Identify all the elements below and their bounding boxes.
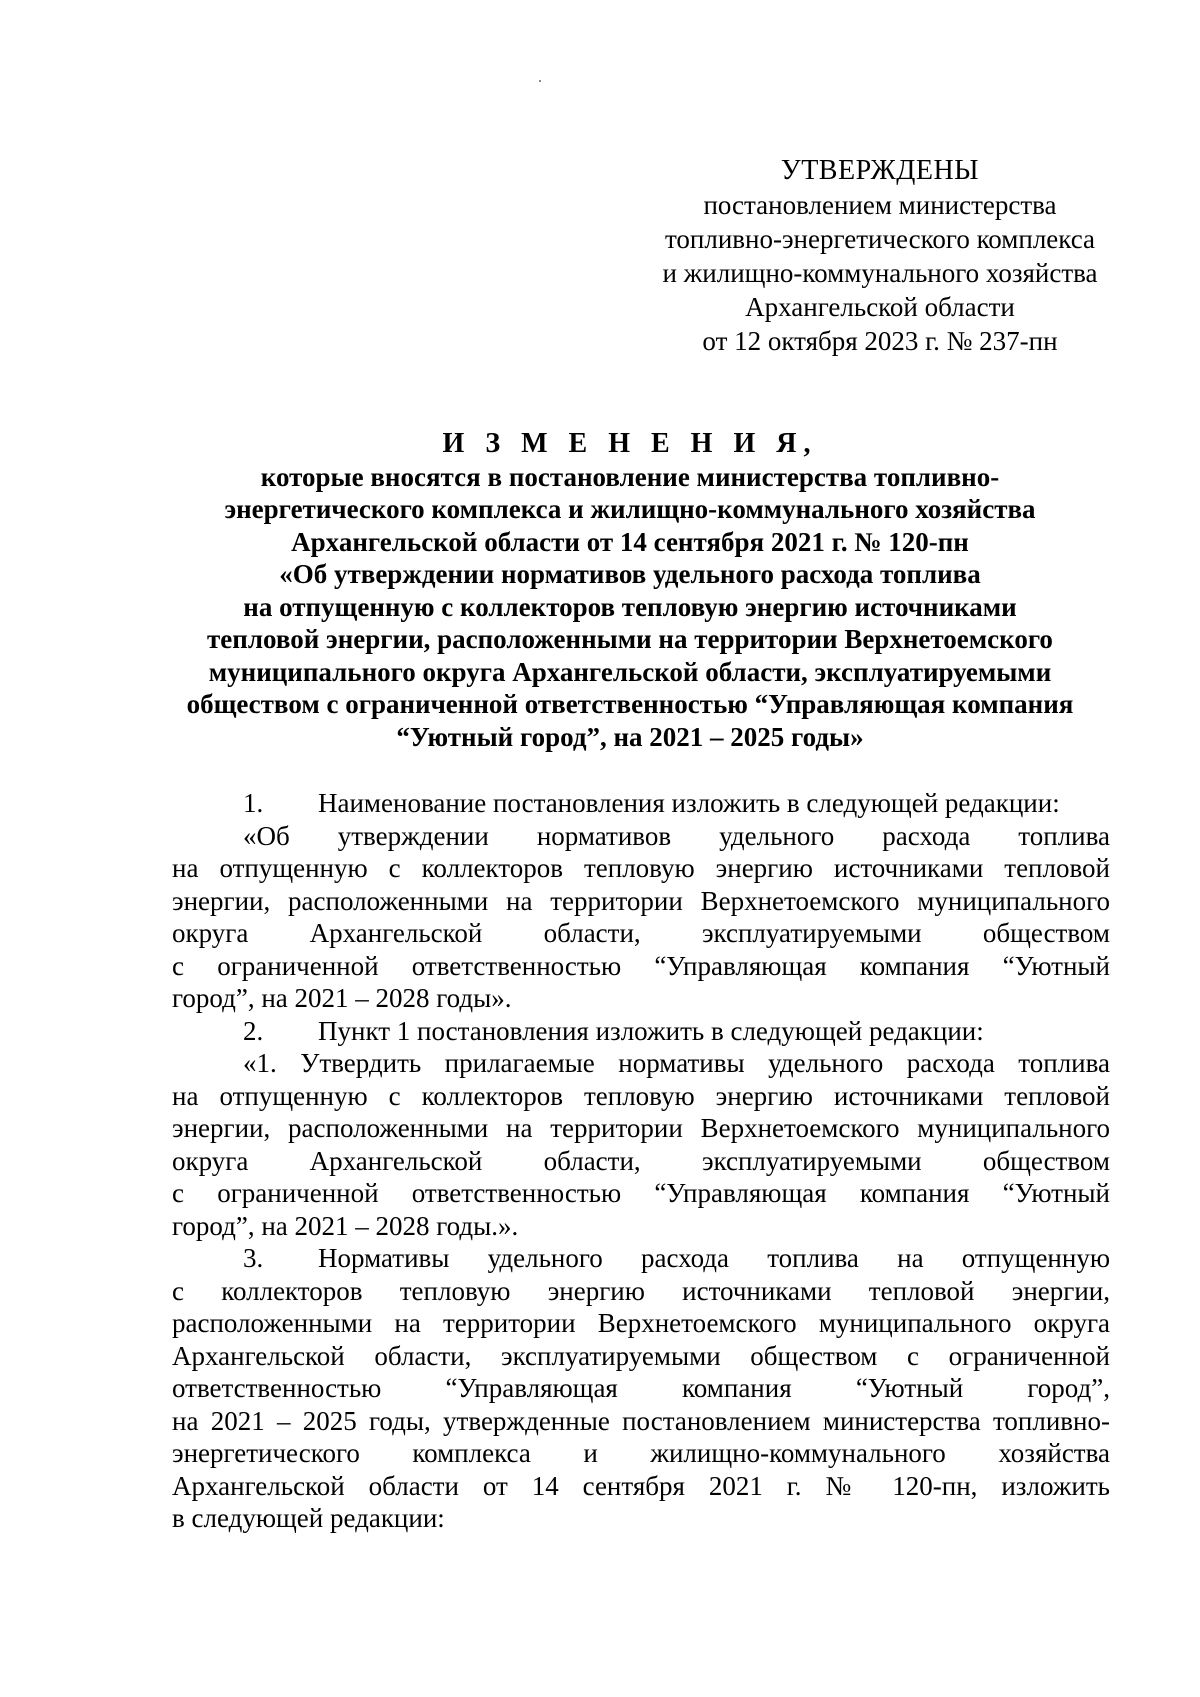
body-line: Архангельской области от 14 сентября 2021 г. № 120-пн, изложить bbox=[172, 1470, 1110, 1501]
approval-line: Архангельской области bbox=[745, 292, 1015, 322]
approval-stamp-block bbox=[640, 154, 1120, 358]
body-line: расположенными на территории Верхнетоемского муниципального округа bbox=[172, 1308, 1110, 1338]
body-line: город”, на 2021 – 2028 годы». bbox=[172, 983, 512, 1013]
approval-line: и жилищно-коммунального хозяйства bbox=[662, 258, 1098, 288]
item-number: 2. bbox=[243, 1015, 264, 1046]
body-line: с ограниченной ответственностью “Управляющая компания “Уютный bbox=[172, 1178, 1110, 1208]
body-line: энергетического комплекса и жилищно-коммунального хозяйства bbox=[172, 1438, 1110, 1468]
title-line: «Об утверждении нормативов удельного расхода топлива bbox=[279, 559, 981, 589]
body-line: округа Архангельской области, эксплуатируемыми обществом bbox=[172, 918, 1110, 948]
body-line: Архангельской области, эксплуатируемыми обществом с ограниченной bbox=[172, 1340, 1110, 1371]
body-line: на отпущенную с коллекторов тепловую энергию источниками тепловой bbox=[172, 853, 1110, 883]
item-first-text: Пункт 1 постановления изложить в следующей редакции: bbox=[318, 1015, 984, 1046]
title-line: муниципального округа Архангельской области, эксплуатируемыми bbox=[208, 656, 1052, 687]
title-line: на отпущенную с коллекторов тепловую энергию источниками bbox=[243, 591, 1017, 622]
item-2 bbox=[172, 1015, 1110, 1243]
body-line: округа Архангельской области, эксплуатируемыми обществом bbox=[172, 1145, 1110, 1176]
item-3 bbox=[172, 1242, 1110, 1535]
scan-speck bbox=[539, 80, 541, 82]
item-first-text: Нормативы удельного расхода топлива на отпущенную bbox=[318, 1243, 1110, 1273]
item-first-line bbox=[172, 787, 1110, 820]
body-line: город”, на 2021 – 2028 годы.». bbox=[172, 1210, 519, 1241]
body-line: ответственностью “Управляющая компания “Уютный город”, bbox=[172, 1373, 1110, 1403]
approval-heading: УТВЕРЖДЕНЫ bbox=[780, 155, 980, 186]
quote-first-line: «1. Утвердить прилагаемые нормативы удельного расхода топлива bbox=[243, 1048, 1110, 1078]
approval-line: от 12 октября 2023 г. № 237-пн bbox=[702, 326, 1058, 356]
item-number: 3. bbox=[243, 1243, 264, 1273]
quote-first-line: «Об утверждении нормативов удельного расхода топлива bbox=[243, 820, 1110, 851]
title-line: Архангельской области от 14 сентября 2021 г. № 120-пн bbox=[291, 526, 969, 557]
title-line: энергетического комплекса и жилищно-коммунального хозяйства bbox=[224, 494, 1036, 524]
item-number: 1. bbox=[243, 788, 264, 818]
title-line: тепловой энергии, расположенными на территории Верхнетоемского bbox=[207, 624, 1053, 654]
document-title bbox=[150, 428, 1110, 753]
item-1 bbox=[172, 787, 1110, 1015]
body-line: с коллекторов тепловую энергию источниками тепловой энергии, bbox=[172, 1275, 1110, 1306]
item-first-text: Наименование постановления изложить в следующей редакции: bbox=[318, 788, 1060, 818]
document-body bbox=[172, 787, 1110, 1535]
item-first-line bbox=[172, 1242, 1110, 1275]
approval-line: топливно-энергетического комплекса bbox=[664, 224, 1096, 254]
title-line: обществом с ограниченной ответственностью “Управляющая компания bbox=[186, 689, 1074, 719]
approval-line: постановлением министерства bbox=[703, 190, 1057, 220]
title-line: которые вносятся в постановление министерства топливно- bbox=[260, 461, 1000, 492]
body-line: в следующей редакции: bbox=[172, 1503, 445, 1533]
title-line: “Уютный город”, на 2021 – 2025 годы» bbox=[396, 721, 864, 752]
title-caps: И З М Е Н Е Н И Я, bbox=[442, 428, 818, 459]
body-line: с ограниченной ответственностью “Управляющая компания “Уютный bbox=[172, 950, 1110, 981]
body-line: на отпущенную с коллекторов тепловую энергию источниками тепловой bbox=[172, 1080, 1110, 1111]
item-first-line bbox=[172, 1015, 1110, 1048]
body-line: энергии, расположенными на территории Верхнетоемского муниципального bbox=[172, 885, 1110, 916]
body-line: энергии, расположенными на территории Верхнетоемского муниципального bbox=[172, 1113, 1110, 1143]
body-line: на 2021 – 2025 годы, утвержденные постановлением министерства топливно- bbox=[172, 1405, 1110, 1436]
